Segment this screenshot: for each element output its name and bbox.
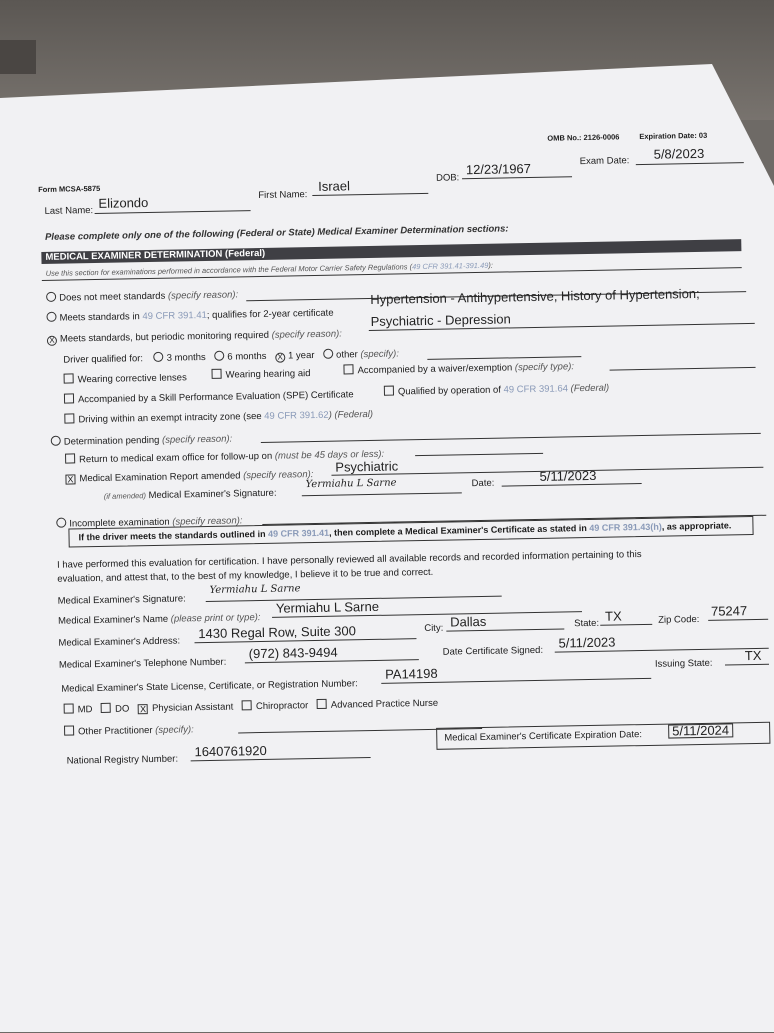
checkbox-physician-assistant[interactable]: X — [139, 704, 147, 715]
examiner-name-label: Medical Examiner's Name (please print or type): — [57, 612, 261, 627]
last-name-label: Last Name: — [44, 205, 94, 217]
date-signed-label: Date Certificate Signed: — [442, 644, 544, 658]
examiner-address-label: Medical Examiner's Address: — [58, 635, 181, 649]
option-spe-certificate[interactable]: Accompanied by a Skill Performance Evaluation (SPE) Certificate — [64, 388, 354, 406]
radio-circle[interactable] — [46, 312, 56, 322]
certificate-expiration-label: Medical Examiner's Certificate Expiration Date: — [444, 729, 643, 744]
certificate-callout-text: If the driver meets the standards outlined in 49 CFR 391.41, then complete a Medical Examiner's Certificate as stated in 49 CFR 391.43(h), as appropriate. — [78, 520, 732, 543]
option-meets-standards[interactable]: Meets standards in 49 CFR 391.41; qualifies for 2-year certificate — [46, 307, 333, 325]
examiner-address-value[interactable]: 1430 Regal Row, Suite 300 — [198, 623, 357, 642]
other-practitioner[interactable]: Other Practitioner (specify): — [64, 723, 194, 738]
exam-date-label: Exam Date: — [579, 155, 630, 168]
checkbox-chiropractor[interactable] — [242, 700, 252, 710]
amended-date-label: Date: — [471, 477, 495, 490]
pending-reason-line — [261, 433, 761, 443]
attestation-line-1: I have performed this evaluation for certification. I have personally reviewed all available records and recorded information pertaining to this — [56, 549, 642, 571]
option-determination-pending[interactable]: Determination pending (specify reason): — [51, 433, 233, 449]
amended-signature-label: (if amended) Medical Examiner's Signature: — [103, 487, 277, 502]
checkbox[interactable] — [64, 393, 74, 403]
examiner-name-value[interactable]: Yermiahu L Sarne — [275, 598, 380, 616]
checkbox[interactable] — [64, 373, 74, 383]
state-value[interactable]: TX — [604, 608, 622, 624]
last-name-value[interactable]: Elizondo — [98, 195, 149, 211]
amended-signature: Yermiahu L Sarne — [305, 477, 397, 491]
checkbox-advanced-practice-nurse[interactable] — [317, 699, 327, 709]
driver-qualified-row: Driver qualified for: 3 months 6 months X 1 year other (specify): — [63, 348, 400, 366]
checkbox[interactable] — [343, 364, 353, 374]
radio-6-months[interactable] — [214, 351, 224, 361]
state-label: State: — [574, 617, 600, 630]
option-qualified-operation[interactable]: Qualified by operation of 49 CFR 391.64 (Federal) — [384, 382, 609, 399]
credential-row: MD DO X Physician Assistant Chiropractor Advanced Practice Nurse — [64, 697, 439, 717]
city-label: City: — [424, 622, 444, 635]
license-value[interactable]: PA14198 — [384, 665, 438, 682]
option-hearing-aid[interactable]: Wearing hearing aid — [211, 367, 310, 382]
radio-circle[interactable] — [56, 518, 66, 528]
checkbox[interactable] — [64, 725, 74, 735]
issuing-state-label: Issuing State: — [654, 657, 713, 670]
exam-date-underline — [636, 162, 744, 165]
state-line — [600, 624, 652, 626]
federal-usage-note: Use this section for examinations performed in accordance with the Federal Motor Carrier Safety Regulations (49 CFR 391.41-391.49): — [45, 260, 494, 278]
attestation-line-2: evaluation, and attest that, to the best of my knowledge, I believe it to be true and correct. — [57, 566, 434, 585]
radio-selected[interactable]: X — [47, 336, 57, 346]
section-title: MEDICAL EXAMINER DETERMINATION (Federal) — [45, 247, 266, 263]
phone-value[interactable]: (972) 843-9494 — [248, 644, 338, 662]
option-intracity-zone[interactable]: Driving within an exempt intracity zone (see 49 CFR 391.62) (Federal) — [64, 408, 373, 427]
date-signed-value[interactable]: 5/11/2023 — [558, 634, 616, 651]
phone-label: Medical Examiner's Telephone Number: — [58, 656, 227, 671]
examiner-signature: Yermiahu L Sarne — [209, 583, 301, 596]
checkbox-checked[interactable]: X — [67, 474, 74, 485]
exam-date-value[interactable]: 5/8/2023 — [653, 145, 705, 162]
radio-1-year[interactable]: X — [275, 353, 285, 363]
omb-number: OMB No.: 2126-0006 — [547, 132, 620, 143]
checkbox[interactable] — [211, 369, 221, 379]
radio-other[interactable] — [323, 349, 333, 359]
option-waiver[interactable]: Accompanied by a waiver/exemption (specify type): — [343, 360, 574, 377]
examiner-signature-label: Medical Examiner's Signature: — [57, 593, 186, 607]
zip-line — [708, 619, 768, 621]
option-report-amended[interactable]: X Medical Examination Report amended (specify reason): — [67, 469, 314, 485]
checkbox-md[interactable] — [64, 703, 74, 713]
zip-value[interactable]: 75247 — [710, 603, 748, 619]
option-does-not-meet[interactable]: Does not meet standards (specify reason): — [46, 288, 238, 305]
checkbox[interactable] — [384, 386, 394, 396]
certificate-expiration-value[interactable]: 5/11/2024 — [668, 723, 733, 738]
waiver-type-line — [610, 367, 756, 371]
other-duration-line — [427, 356, 581, 360]
zip-label: Zip Code: — [658, 613, 700, 626]
checkbox-do[interactable] — [101, 703, 111, 713]
option-periodic-monitoring[interactable]: X Meets standards, but periodic monitoring required (specify reason): — [47, 328, 342, 345]
dob-value[interactable]: 12/23/1967 — [465, 161, 532, 178]
checkbox[interactable] — [65, 453, 75, 463]
option-corrective-lenses[interactable]: Wearing corrective lenses — [64, 371, 187, 386]
amended-date-line — [502, 483, 642, 487]
registry-value[interactable]: 1640761920 — [194, 742, 267, 760]
radio-3-months[interactable] — [154, 352, 164, 362]
meets-standards-reason[interactable]: Hypertension - Antihypertensive, History of Hypertension; — [370, 285, 700, 307]
amended-signature-line — [302, 492, 462, 496]
registry-label: National Registry Number: — [66, 753, 179, 767]
amended-date-value[interactable]: 5/11/2023 — [539, 467, 597, 484]
issuing-state-line — [725, 664, 769, 666]
instructions: Please complete only one of the following (Federal or State) Medical Examiner Determination sections: — [44, 223, 509, 243]
first-name-label: First Name: — [258, 189, 308, 202]
issuing-state-value[interactable]: TX — [744, 647, 762, 664]
return-date-line — [415, 453, 543, 456]
checkbox[interactable] — [64, 413, 74, 423]
option-incomplete-exam[interactable]: Incomplete examination (specify reason): — [56, 514, 242, 530]
first-name-value[interactable]: Israel — [318, 178, 351, 194]
periodic-reason[interactable]: Psychiatric - Depression — [370, 311, 511, 329]
amended-reason[interactable]: Psychiatric — [335, 458, 399, 475]
last-name-underline — [95, 210, 251, 214]
city-value[interactable]: Dallas — [450, 613, 487, 630]
omb-expiration: Expiration Date: 03 — [639, 130, 708, 142]
radio-circle[interactable] — [51, 436, 61, 446]
dob-label: DOB: — [435, 172, 460, 184]
form-number: Form MCSA-5875 — [38, 183, 101, 195]
option-return-office[interactable]: Return to medical exam office for follow-up on (must be 45 days or less): — [65, 448, 384, 467]
radio-circle[interactable] — [46, 292, 56, 302]
license-label: Medical Examiner's State License, Certificate, or Registration Number: — [61, 678, 358, 695]
